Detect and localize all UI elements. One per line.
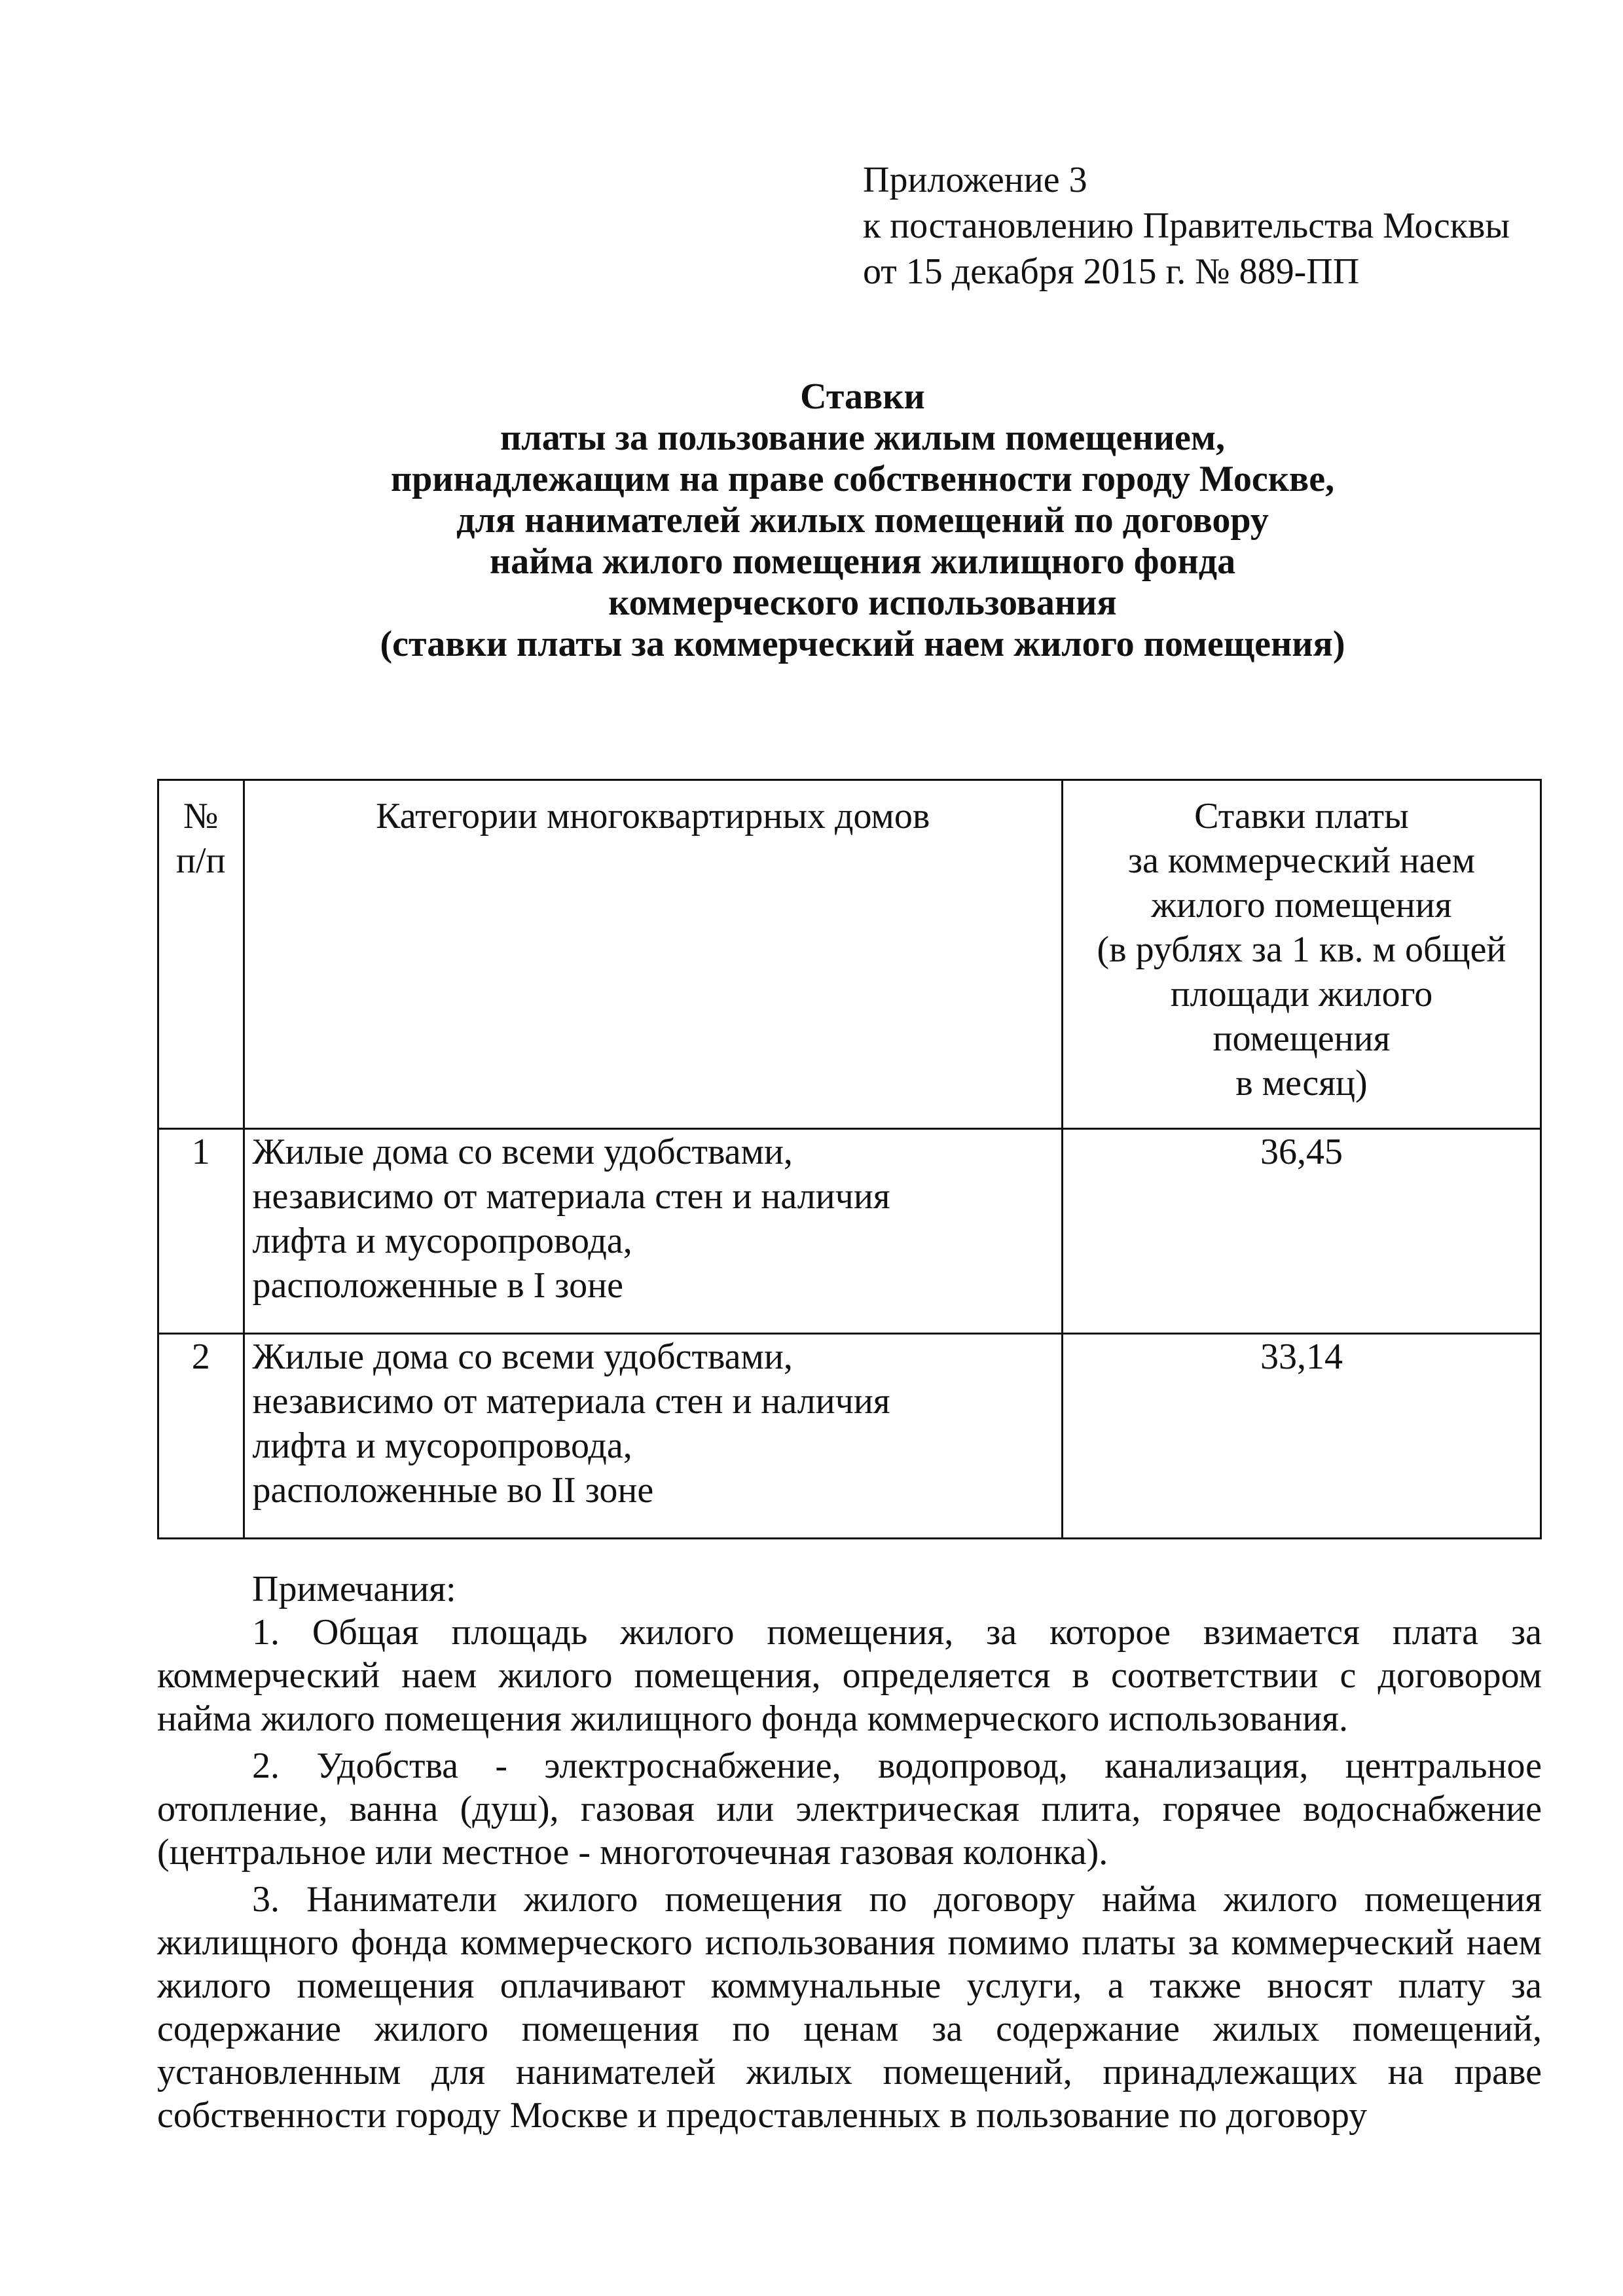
document-title xyxy=(157,376,1568,665)
header-rate-line: помещения xyxy=(1213,1018,1391,1059)
row-category-line: расположенные во II зоне xyxy=(252,1470,654,1511)
header-category-label: Категории многоквартирных домов xyxy=(376,796,930,836)
row-category-line: Жилые дома со всеми удобствами, xyxy=(252,1132,793,1172)
annex-number: Приложение 3 xyxy=(863,160,1087,200)
rates-table xyxy=(157,779,1542,1539)
title-line: принадлежащим на праве собственности городу Москве, xyxy=(390,459,1335,499)
row-rate: 33,14 xyxy=(1062,1334,1541,1539)
table-row xyxy=(158,1334,1541,1539)
header-rate-line: площади жилого xyxy=(1170,974,1433,1014)
row-category xyxy=(244,1129,1062,1334)
row-category-line: расположенные в I зоне xyxy=(252,1265,623,1306)
title-line: коммерческого использования xyxy=(608,583,1117,623)
header-rate-line: жилого помещения xyxy=(1151,885,1452,925)
note-item: 3. Наниматели жилого помещения по договору найма жилого помещения жилищного фонда коммерческого использования помимо платы за коммерческий наем жилого помещения оплачивают коммунальные услуги, а также вносят плату за содержание жилого помещения по ценам за содержание жилых помещений, установленным для нанимателей жилых помещений, принадлежащих на праве собственности городу Москве и предоставленных в пользование по договору xyxy=(157,1879,1542,2136)
row-category-line: независимо от материала стен и наличия xyxy=(252,1176,890,1217)
title-main: Ставки xyxy=(800,376,925,417)
title-line: найма жилого помещения жилищного фонда xyxy=(489,541,1236,582)
header-rate-line: в месяц) xyxy=(1235,1063,1368,1103)
header-rate-line: Ставки платы xyxy=(1194,796,1409,836)
row-rate: 36,45 xyxy=(1062,1129,1541,1334)
header-number-sign: № xyxy=(183,796,219,836)
header-category-cell xyxy=(244,780,1062,1129)
note-item: 2. Удобства - электроснабжение, водопровод, канализация, центральное отопление, ванна (душ), газовая или электрическая плита, горячее водоснабжение (центральное или местное - многоточечная газовая колонка). xyxy=(157,1746,1542,1873)
header-rate-line: за коммерческий наем xyxy=(1127,840,1476,881)
row-category-line: Жилые дома со всеми удобствами, xyxy=(252,1336,793,1377)
row-category-line: лифта и мусоропровода, xyxy=(252,1221,632,1261)
row-number: 2 xyxy=(158,1334,244,1539)
row-category xyxy=(244,1334,1062,1539)
table-row xyxy=(158,1129,1541,1334)
header-number-cell xyxy=(158,780,244,1129)
annex-header xyxy=(863,157,1510,295)
row-category-line: независимо от материала стен и наличия xyxy=(252,1381,890,1422)
title-line: (ставки платы за коммерческий наем жилого помещения) xyxy=(380,624,1345,664)
table-header-row xyxy=(158,780,1541,1129)
title-line: платы за пользование жилым помещением, xyxy=(500,418,1225,458)
annex-date: от 15 декабря 2015 г. № 889-ПП xyxy=(863,251,1360,292)
header-number-abbr: п/п xyxy=(176,840,226,881)
row-category-line: лифта и мусоропровода, xyxy=(252,1426,632,1466)
row-number: 1 xyxy=(158,1129,244,1334)
notes-heading: Примечания: xyxy=(252,1569,456,1609)
note-item: 1. Общая площадь жилого помещения, за которое взимается плата за коммерческий наем жилого помещения, определяется в соответствии с договором найма жилого помещения жилищного фонда коммерческого использования. xyxy=(157,1612,1542,1739)
notes-section xyxy=(157,1568,1542,2141)
title-line: для нанимателей жилых помещений по договору xyxy=(456,500,1269,541)
annex-resolution: к постановлению Правительства Москвы xyxy=(863,206,1510,246)
header-rate-line: (в рублях за 1 кв. м общей xyxy=(1097,929,1506,970)
header-rate-cell xyxy=(1062,780,1541,1129)
